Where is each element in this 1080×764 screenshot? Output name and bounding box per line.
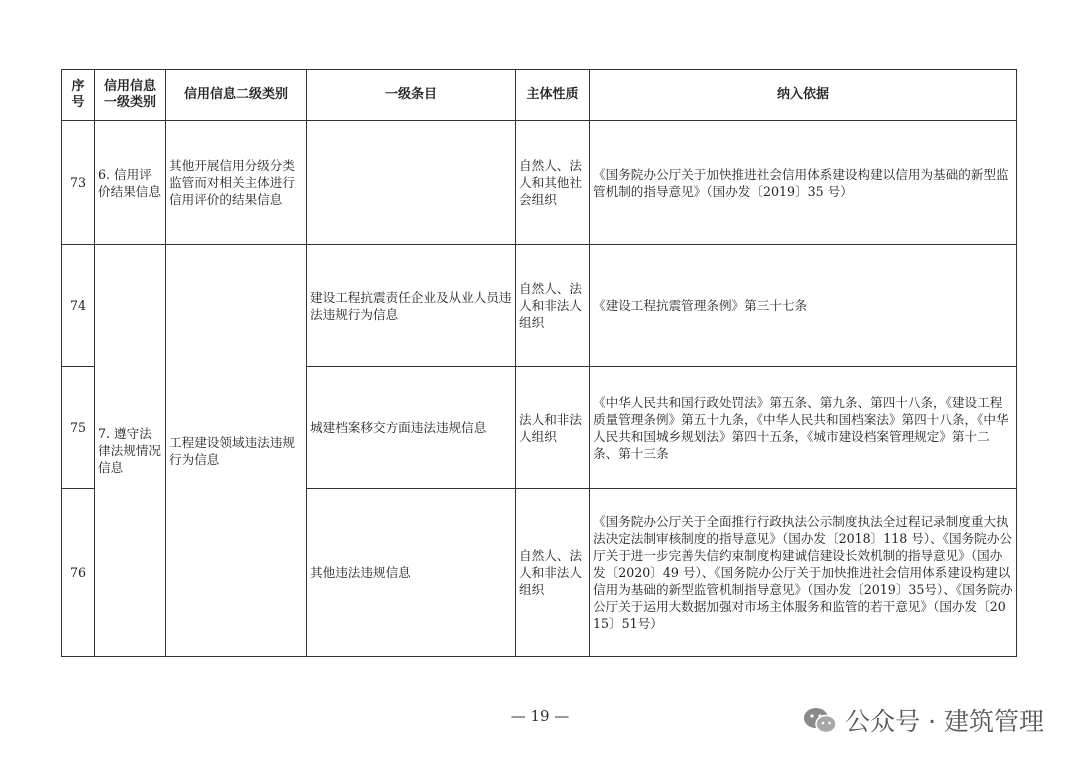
row-level2: 其他开展信用分级分类监管而对相关主体进行信用评价的结果信息	[166, 121, 307, 245]
row-level1: 6. 信用评价结果信息	[95, 121, 166, 245]
header-level1: 信用信息 一级类别	[95, 70, 166, 121]
row-basis: 《国务院办公厅关于加快推进社会信用体系建设构建以信用为基础的新型监管机制的指导意见》（国办发〔2019〕35 号）	[590, 121, 1017, 245]
row-subject: 自然人、法人和其他社会组织	[516, 121, 590, 245]
row-level2: 工程建设领域违法违规行为信息	[166, 245, 307, 657]
row-item: 建设工程抗震责任企业及从业人员违法违规行为信息	[307, 245, 516, 367]
row-seq: 74	[62, 245, 95, 367]
row-seq: 75	[62, 367, 95, 489]
row-basis: 《中华人民共和国行政处罚法》第五条、第九条、第四十八条，《建设工程质量管理条例》第五十九条，《中华人民共和国档案法》第四十八条，《中华人民共和国城乡规划法》第四十五条，《城市建设档案管理规定》第十二条、第十三条	[590, 367, 1017, 489]
header-item: 一级条目	[307, 70, 516, 121]
row-item: 其他违法违规信息	[307, 489, 516, 657]
row-subject: 法人和非法人组织	[516, 367, 590, 489]
row-subject: 自然人、法人和非法人组织	[516, 489, 590, 657]
table-header-row	[62, 70, 1017, 121]
header-basis: 纳入依据	[590, 70, 1017, 121]
table-row	[62, 245, 1017, 367]
row-seq: 76	[62, 489, 95, 657]
row-level1: 7. 遵守法律法规情况信息	[95, 245, 166, 657]
row-subject: 自然人、法人和非法人组织	[516, 245, 590, 367]
header-subject: 主体性质	[516, 70, 590, 121]
row-item	[307, 121, 516, 245]
wechat-icon	[803, 706, 837, 734]
page-number: — 19 —	[510, 707, 570, 725]
row-seq: 73	[62, 121, 95, 245]
watermark	[803, 702, 1044, 738]
watermark-text: 公众号 · 建筑管理	[845, 707, 1044, 736]
table-row	[62, 121, 1017, 245]
header-level2: 信用信息二级类别	[166, 70, 307, 121]
row-basis: 《国务院办公厅关于全面推行行政执法公示制度执法全过程记录制度重大执法决定法制审核制度的指导意见》（国办发〔2018〕118 号）、《国务院办公厅关于进一步完善失信约束制度构建诚信建设长效机制的指导意见》（国办发〔2020〕49 号）、《国务院办公厅关于加快推进社会信用体系建设构建以信用为基础的新型监管机制指导意见》（国办发〔2019〕35号）、《国务院办公厅关于运用大数据加强对市场主体服务和监管的若干意见》（国办发〔2015〕51号）	[590, 489, 1017, 657]
row-basis: 《建设工程抗震管理条例》第三十七条	[590, 245, 1017, 367]
header-seq: 序 号	[62, 70, 95, 121]
row-item: 城建档案移交方面违法违规信息	[307, 367, 516, 489]
credit-info-table	[61, 69, 1017, 657]
